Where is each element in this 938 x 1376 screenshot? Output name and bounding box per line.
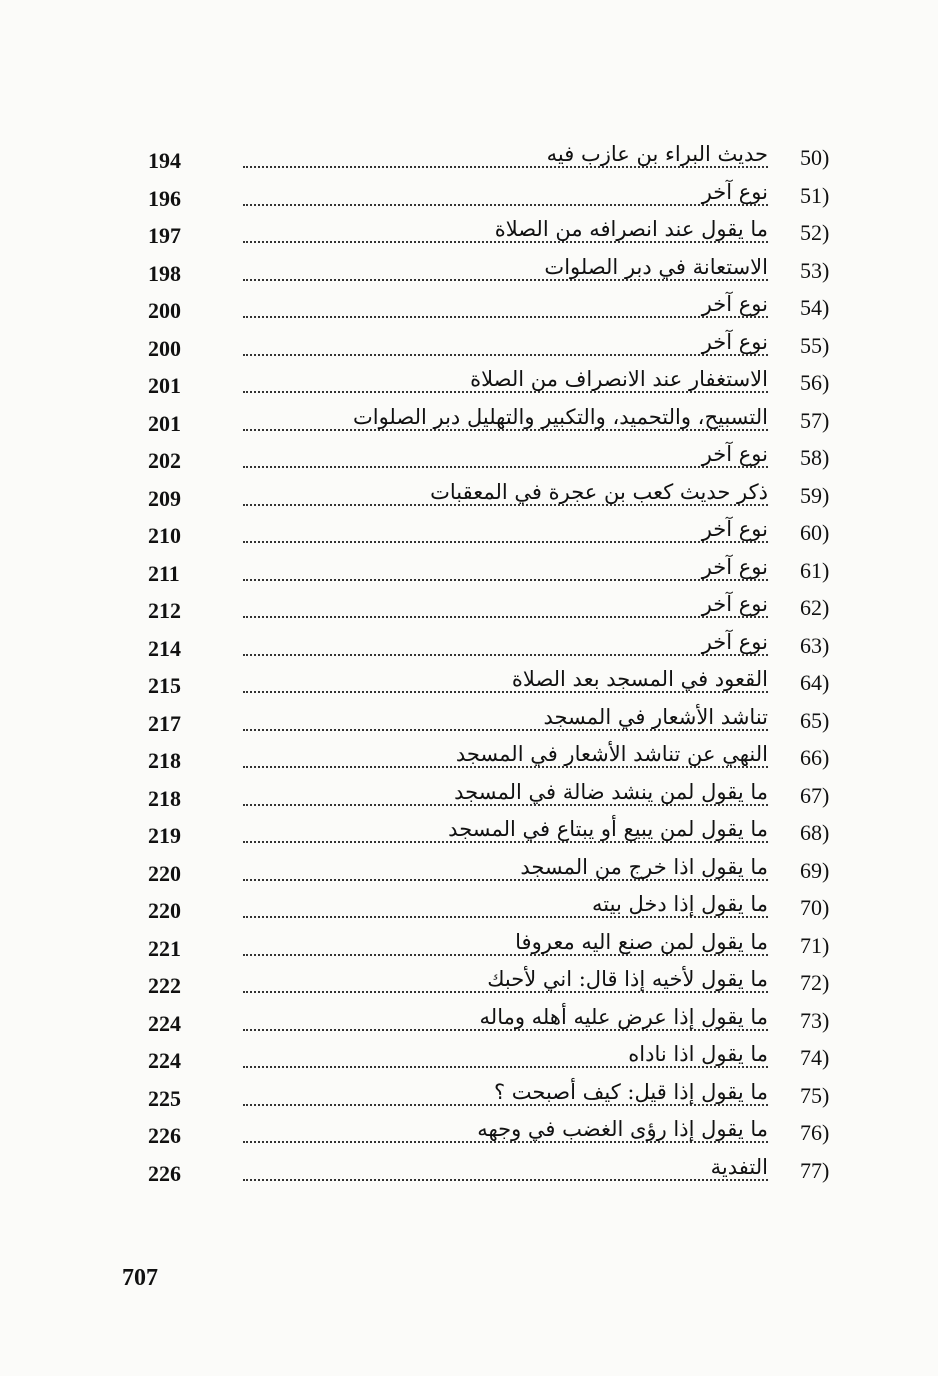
entry-title: ما يقول إذا رؤى الغضب في وجهه bbox=[471, 1117, 768, 1141]
entry-title: نوع آخر bbox=[696, 292, 768, 316]
entry-title: التسبيح، والتحميد، والتكبير والتهليل دبر الصلوات bbox=[347, 405, 768, 429]
entry-page: 209 bbox=[148, 485, 181, 511]
dot-leader bbox=[243, 654, 768, 656]
toc-entry bbox=[0, 476, 938, 514]
entry-title: ما يقول اذا خرج من المسجد bbox=[514, 855, 768, 879]
entry-number: 63) bbox=[800, 632, 830, 658]
toc-entry bbox=[0, 438, 938, 476]
entry-title: نوع آخر bbox=[696, 180, 768, 204]
dot-leader bbox=[243, 391, 768, 393]
toc-entry bbox=[0, 176, 938, 214]
entry-title: نوع آخر bbox=[696, 555, 768, 579]
entry-title: ما يقول عند انصرافه من الصلاة bbox=[489, 217, 768, 241]
entry-title: ما يقول اذا ناداه bbox=[622, 1042, 768, 1066]
entry-number: 52) bbox=[800, 220, 830, 245]
toc-entry bbox=[0, 926, 938, 964]
entry-number: 73) bbox=[800, 1007, 830, 1033]
toc-entry bbox=[0, 738, 938, 776]
dot-leader bbox=[243, 204, 768, 206]
entry-number: 54) bbox=[800, 295, 830, 320]
dot-leader bbox=[243, 691, 768, 693]
entry-number: 59) bbox=[800, 482, 830, 508]
entry-number: 75) bbox=[800, 1082, 830, 1108]
toc-entry bbox=[0, 326, 938, 364]
toc-entry bbox=[0, 1038, 938, 1076]
toc-entry bbox=[0, 888, 938, 926]
entry-page: 211 bbox=[148, 560, 180, 586]
entry-title: ما يقول لمن ينشد ضالة في المسجد bbox=[448, 780, 768, 804]
entry-page: 194 bbox=[148, 148, 181, 173]
page-number: 707 bbox=[122, 1265, 158, 1291]
toc-entry bbox=[0, 1113, 938, 1151]
entry-page: 198 bbox=[148, 260, 181, 286]
entry-title: حديث البراء بن عازب فيه bbox=[541, 142, 768, 166]
toc-entry bbox=[0, 288, 938, 326]
toc-entry bbox=[0, 1151, 938, 1189]
dot-leader bbox=[243, 541, 768, 543]
entry-title: ذكر حديث كعب بن عجرة في المعقبات bbox=[424, 480, 768, 504]
entry-page: 210 bbox=[148, 523, 181, 548]
toc-entry bbox=[0, 963, 938, 1001]
entry-page: 226 bbox=[148, 1123, 181, 1148]
entry-title: نوع آخر bbox=[696, 517, 768, 541]
entry-page: 225 bbox=[148, 1085, 181, 1111]
entry-number: 60) bbox=[800, 520, 830, 545]
entry-page: 215 bbox=[148, 673, 181, 698]
toc-entry bbox=[0, 138, 938, 176]
entry-title: ما يقول لأخيه إذا قال: اني لأحبك bbox=[481, 967, 768, 991]
entry-page: 218 bbox=[148, 785, 181, 811]
entry-number: 71) bbox=[800, 932, 830, 958]
entry-number: 62) bbox=[800, 595, 830, 620]
toc-entry bbox=[0, 851, 938, 889]
entry-number: 65) bbox=[800, 707, 830, 733]
entry-number: 76) bbox=[800, 1120, 830, 1145]
toc-entry bbox=[0, 213, 938, 251]
entry-page: 202 bbox=[148, 448, 181, 473]
dot-leader bbox=[243, 354, 768, 356]
entry-page: 200 bbox=[148, 335, 181, 361]
entry-page: 201 bbox=[148, 410, 181, 436]
entry-number: 58) bbox=[800, 445, 830, 470]
entry-title: الاستعانة في دبر الصلوات bbox=[538, 255, 768, 279]
toc-entry bbox=[0, 588, 938, 626]
toc-entry bbox=[0, 363, 938, 401]
toc-entry bbox=[0, 401, 938, 439]
entry-page: 201 bbox=[148, 373, 181, 398]
entry-page: 222 bbox=[148, 973, 181, 998]
entry-number: 50) bbox=[800, 145, 830, 170]
entry-number: 56) bbox=[800, 370, 830, 395]
dot-leader bbox=[243, 1179, 768, 1181]
entry-page: 197 bbox=[148, 223, 181, 248]
dot-leader bbox=[243, 166, 768, 168]
entry-title: ما يقول لمن يبيع أو يبتاع في المسجد bbox=[442, 817, 768, 841]
entry-number: 57) bbox=[800, 407, 830, 433]
dot-leader bbox=[243, 1066, 768, 1068]
toc-entry bbox=[0, 776, 938, 814]
entry-title: ما يقول إذا قيل: كيف أصبحت ؟ bbox=[488, 1080, 768, 1104]
entry-page: 220 bbox=[148, 860, 181, 886]
entry-title: نوع آخر bbox=[696, 442, 768, 466]
dot-leader bbox=[243, 466, 768, 468]
entry-title: القعود في المسجد بعد الصلاة bbox=[506, 667, 768, 691]
dot-leader bbox=[243, 579, 768, 581]
toc-entry bbox=[0, 513, 938, 551]
entry-title: النهي عن تناشد الأشعار في المسجد bbox=[450, 742, 768, 766]
dot-leader bbox=[243, 766, 768, 768]
entry-number: 51) bbox=[800, 182, 830, 208]
entry-number: 72) bbox=[800, 970, 830, 995]
entry-number: 70) bbox=[800, 895, 830, 920]
toc-entry bbox=[0, 701, 938, 739]
entry-title: التفدية bbox=[705, 1155, 768, 1179]
entry-page: 214 bbox=[148, 635, 181, 661]
entry-page: 224 bbox=[148, 1048, 181, 1073]
dot-leader bbox=[243, 1141, 768, 1143]
entry-number: 74) bbox=[800, 1045, 830, 1070]
entry-page: 200 bbox=[148, 298, 181, 323]
entry-title: نوع آخر bbox=[696, 330, 768, 354]
entry-page: 226 bbox=[148, 1160, 181, 1186]
entry-page: 196 bbox=[148, 185, 181, 211]
dot-leader bbox=[243, 616, 768, 618]
entry-page: 217 bbox=[148, 710, 181, 736]
entry-page: 221 bbox=[148, 935, 181, 961]
dot-leader bbox=[243, 316, 768, 318]
entry-title: نوع آخر bbox=[696, 630, 768, 654]
entry-number: 53) bbox=[800, 257, 830, 283]
entry-number: 67) bbox=[800, 782, 830, 808]
entry-page: 212 bbox=[148, 598, 181, 623]
entry-title: ما يقول إذا دخل بيته bbox=[586, 892, 768, 916]
entry-number: 66) bbox=[800, 745, 830, 770]
toc-entry bbox=[0, 663, 938, 701]
entry-page: 219 bbox=[148, 823, 181, 848]
entry-number: 77) bbox=[800, 1157, 830, 1183]
dot-leader bbox=[243, 241, 768, 243]
entry-title: نوع آخر bbox=[696, 592, 768, 616]
entry-number: 64) bbox=[800, 670, 830, 695]
entry-number: 68) bbox=[800, 820, 830, 845]
dot-leader bbox=[243, 916, 768, 918]
toc-entry bbox=[0, 251, 938, 289]
dot-leader bbox=[243, 841, 768, 843]
entry-page: 224 bbox=[148, 1010, 181, 1036]
toc-entry bbox=[0, 1076, 938, 1114]
toc-entry bbox=[0, 813, 938, 851]
table-of-contents bbox=[0, 138, 938, 1188]
toc-entry bbox=[0, 626, 938, 664]
dot-leader bbox=[243, 991, 768, 993]
entry-page: 218 bbox=[148, 748, 181, 773]
entry-title: ما يقول إذا عرض عليه أهله وماله bbox=[474, 1005, 768, 1029]
toc-entry bbox=[0, 551, 938, 589]
entry-page: 220 bbox=[148, 898, 181, 923]
entry-number: 55) bbox=[800, 332, 830, 358]
entry-title: الاستغفار عند الانصراف من الصلاة bbox=[464, 367, 768, 391]
toc-entry bbox=[0, 1001, 938, 1039]
entry-number: 61) bbox=[800, 557, 830, 583]
entry-title: تناشد الأشعار في المسجد bbox=[537, 705, 768, 729]
entry-number: 69) bbox=[800, 857, 830, 883]
entry-title: ما يقول لمن صنع اليه معروفا bbox=[509, 930, 768, 954]
